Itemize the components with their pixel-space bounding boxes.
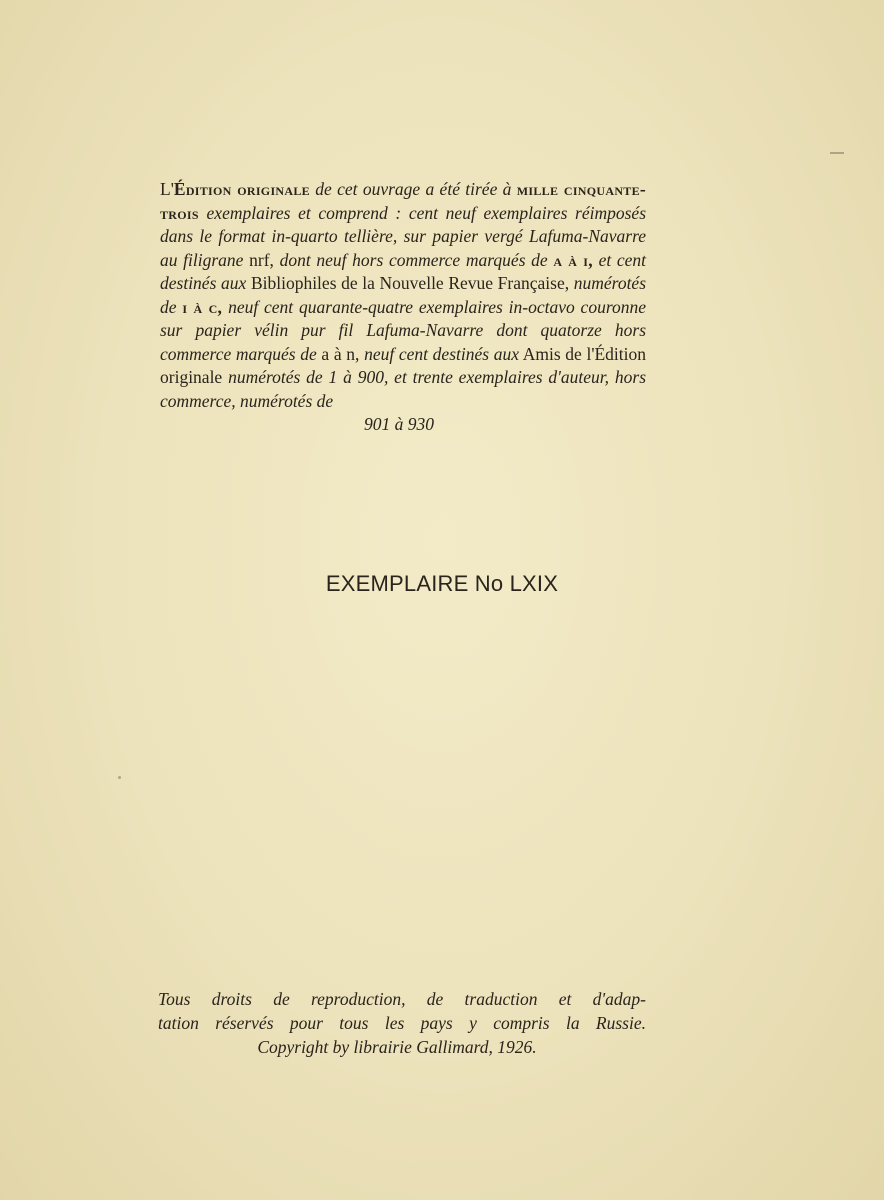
rights-line-1: Tous droits de reproduction, de traduction et d'adap- (158, 989, 646, 1009)
rights-notice (158, 987, 646, 1059)
copyright-line: Copyright by librairie Gallimard, 1926. (257, 1037, 537, 1057)
justification-last-line: 901 à 930 (364, 414, 434, 434)
paper-speck (118, 776, 121, 779)
justification-paragraph: L'Édition originale de cet ouvrage a été tirée à mille cinquante-trois exemplaires et comprend : cent neuf exemplaires réimposés dans le format in-quarto tellière, sur papier vergé Lafuma-Navarre au filigrane nrf, dont neuf hors commerce marqués de a à i, et cent destinés aux Bibliophiles de la Nouvelle Revue Française, numérotés de i à c, neuf cent quarante-quatre exemplaires in-octavo couronne sur papier vélin pur fil Lafuma-Navarre dont quatorze hors commerce marqués de a à n, neuf cent destinés aux Amis de l'Édition originale numérotés de 1 à 900, et trente exemplaires d'auteur, hors commerce, numérotés de 901 à 930 (160, 178, 646, 437)
justification-du-tirage (160, 178, 646, 437)
paper-mark (830, 152, 844, 154)
rights-line-2: tation réservés pour tous les pays y compris la Russie. (158, 1013, 646, 1033)
copy-number: EXEMPLAIRE No LXIX (325, 571, 559, 596)
